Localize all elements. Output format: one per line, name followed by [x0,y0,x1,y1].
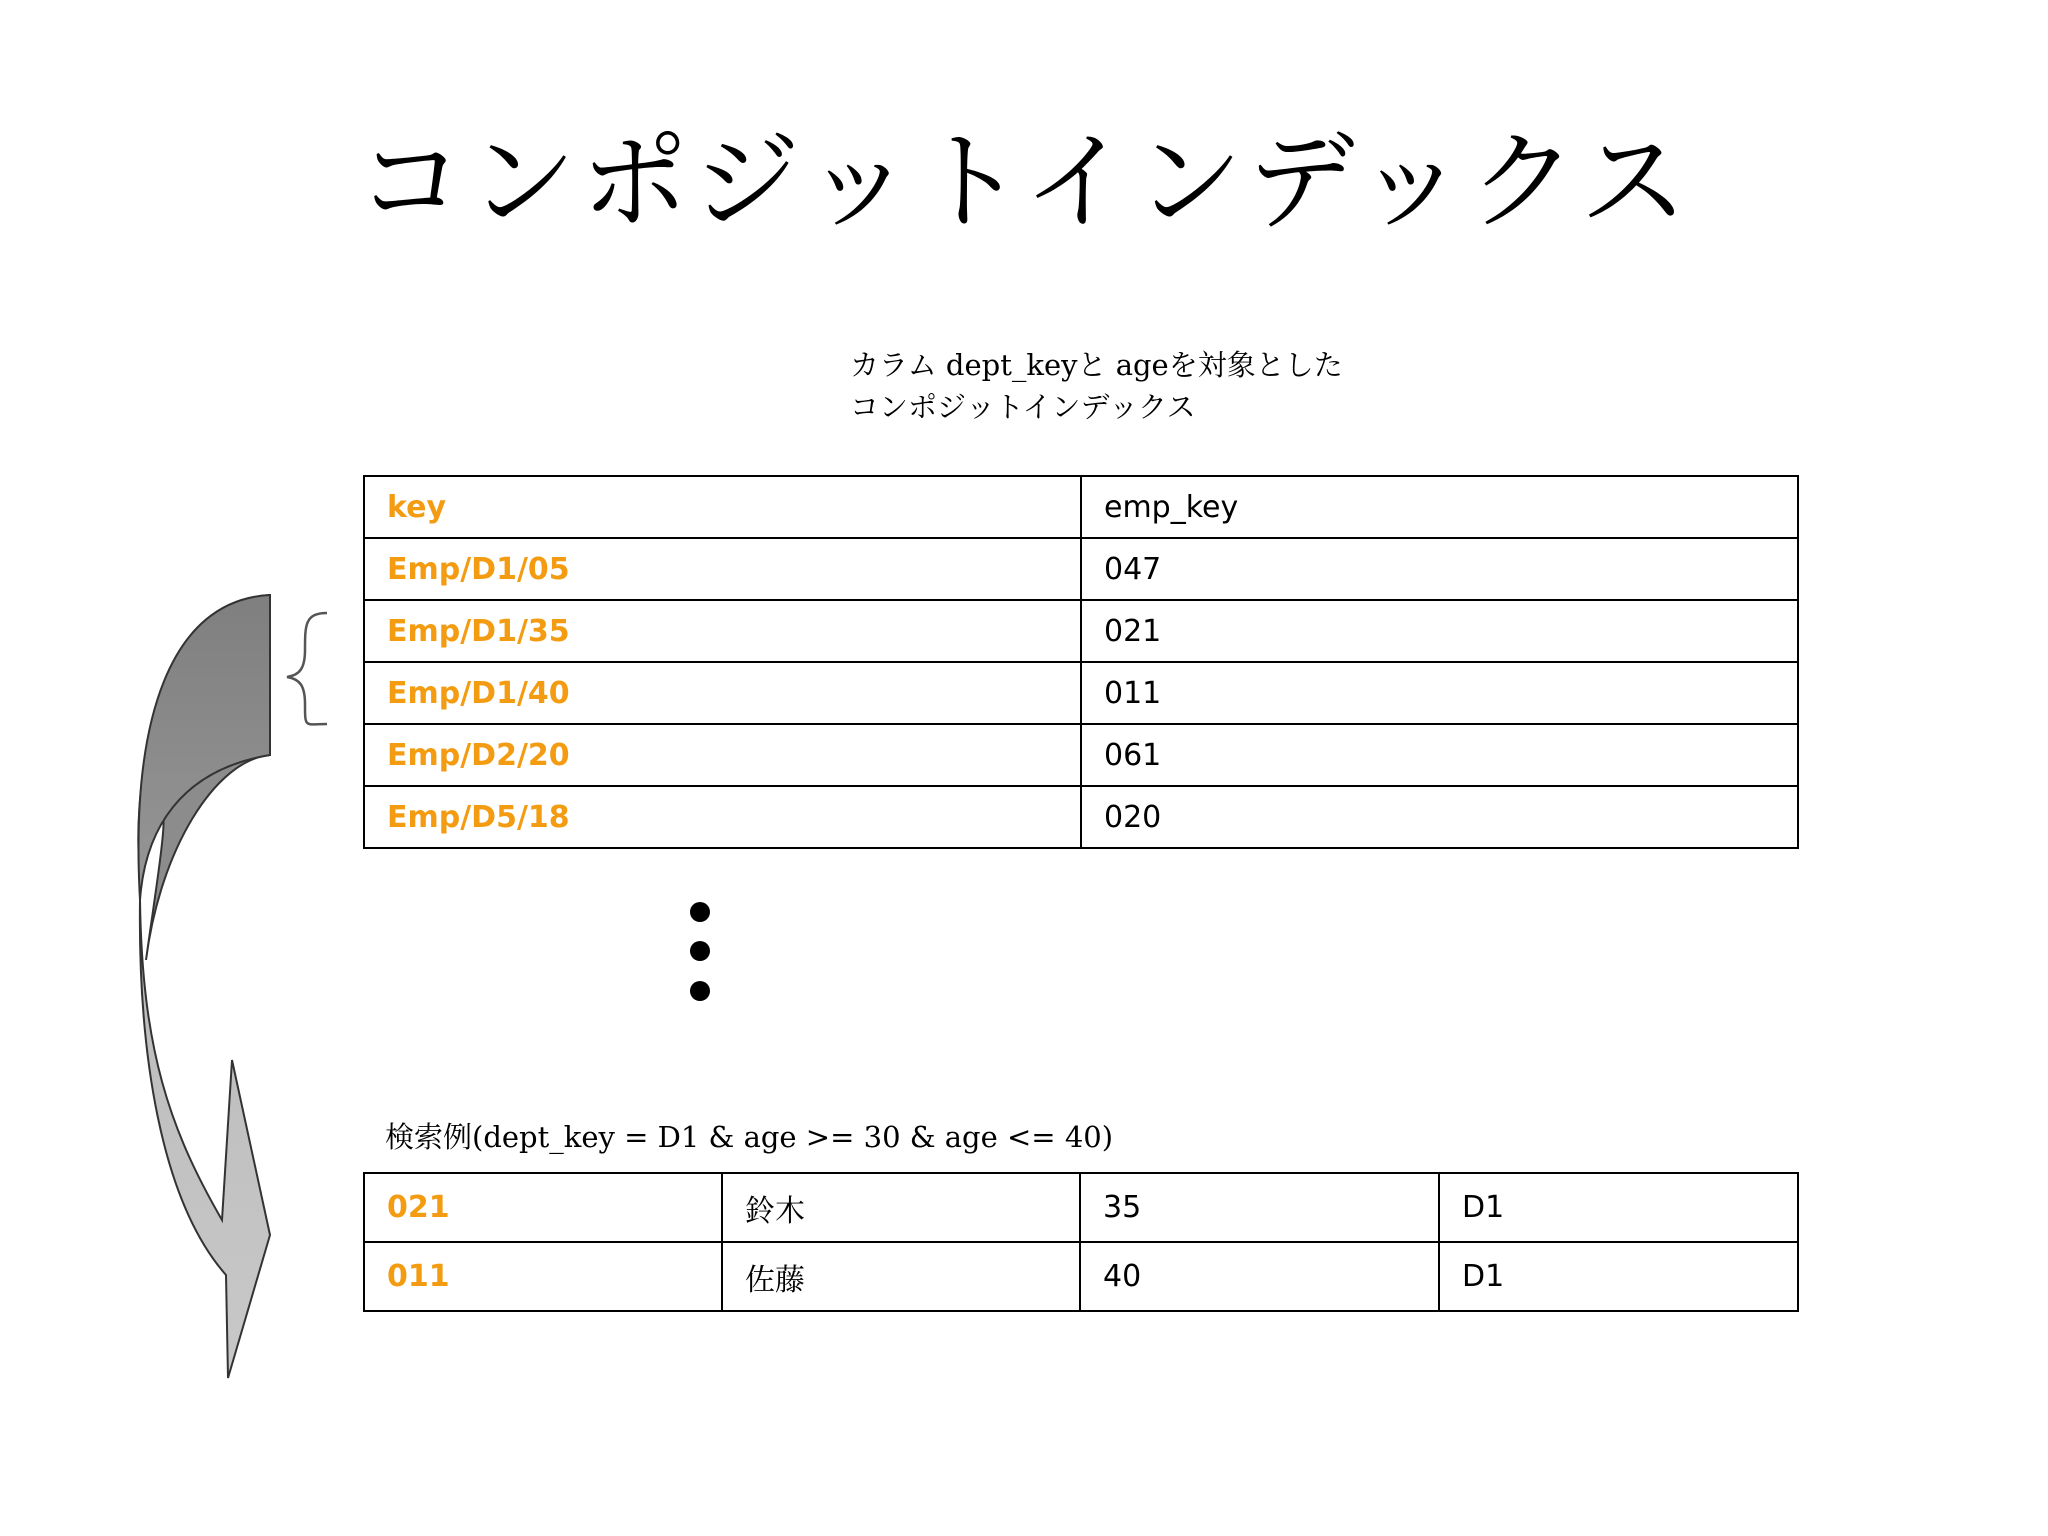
caption-line-2: コンポジットインデックス [850,390,1196,424]
composite-index-table [363,475,1799,849]
result-dept: D1 [1439,1173,1798,1242]
table-header-row [364,476,1798,538]
table-row [364,1242,1798,1311]
search-result-table [363,1172,1799,1312]
slide-title: コンポジットインデックス [356,120,1692,245]
index-key-cell: Emp/D1/40 [364,662,1081,724]
index-key-cell: Emp/D2/20 [364,724,1081,786]
caption-line-1: カラム dept_keyと ageを対象とした [850,348,1343,382]
result-dept: D1 [1439,1242,1798,1311]
table-row [364,1173,1798,1242]
index-key-cell: Emp/D1/35 [364,600,1081,662]
emp-key-cell: 021 [1081,600,1798,662]
index-key-cell: Emp/D5/18 [364,786,1081,848]
table-row [364,538,1798,600]
emp-key-cell: 061 [1081,724,1798,786]
result-name: 佐藤 [722,1242,1080,1311]
search-example-label: 検索例(dept_key = D1 & age >= 30 & age <= 40) [385,1120,1114,1154]
arrow-body [139,595,270,1378]
result-age: 35 [1080,1173,1439,1242]
index-caption [850,344,1343,428]
emp-key-cell: 047 [1081,538,1798,600]
index-key-cell: Emp/D1/05 [364,538,1081,600]
header-key: key [364,476,1081,538]
brace-icon [287,613,327,724]
emp-key-cell: 011 [1081,662,1798,724]
ellipsis-dot [690,941,710,961]
ellipsis-dot [690,902,710,922]
result-emp-key: 021 [364,1173,722,1242]
table-row [364,600,1798,662]
ellipsis-dot [690,981,710,1001]
result-name: 鈴木 [722,1173,1080,1242]
result-age: 40 [1080,1242,1439,1311]
table-row [364,662,1798,724]
result-emp-key: 011 [364,1242,722,1311]
header-emp-key: emp_key [1081,476,1798,538]
table-row [364,786,1798,848]
table-row [364,724,1798,786]
emp-key-cell: 020 [1081,786,1798,848]
